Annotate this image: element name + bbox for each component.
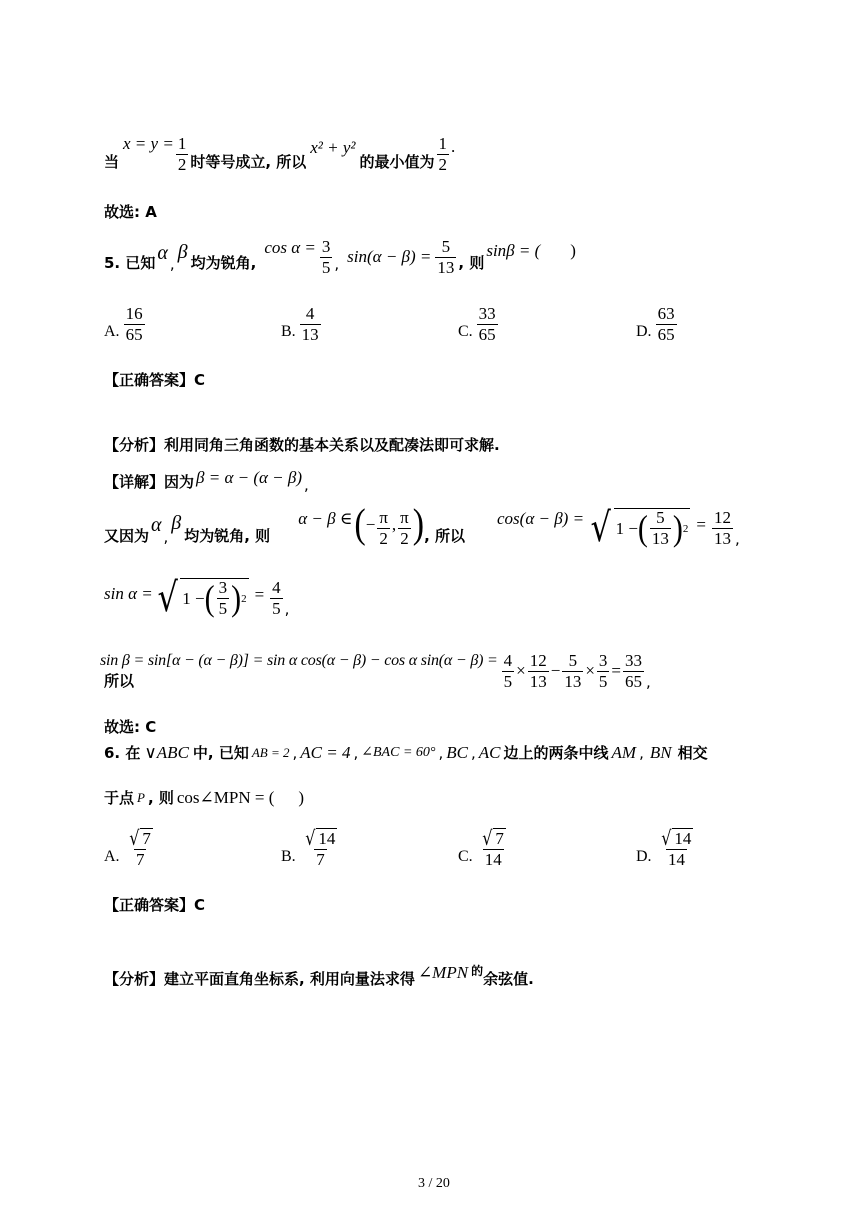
- text-condition: 时等号成立, 所以: [190, 153, 307, 171]
- q5-detail: 【详解】因为 β = α − (α − β) ,: [104, 468, 309, 494]
- q5-line-4: 所以 sin β = sin[α − (α − β)] = sin α cos(α − β) − cos α sin(α − β) = $\frac{4}{5}$ × $\frac{12}{13}$ − $\frac{5}{13}$ × $\frac{3}{5}$ = $\frac{33}{65}$ ,: [100, 651, 651, 691]
- math-x2y2: x² + y²: [310, 138, 356, 157]
- q6-option-b: B. √ 14 7: [281, 826, 336, 870]
- question-6: 6. 在 ∨ABC 中, 已知 AB = 2 , AC = 4 , ∠BAC = 60° , BC , AC 边上的两条中线 AM , BN 相交: [104, 742, 708, 762]
- select-line-2: 故选: C: [104, 718, 157, 736]
- q5-option-b: B. 4 13: [281, 304, 319, 344]
- q5-option-d: D. 63 65: [636, 304, 675, 344]
- text-min: 的最小值为: [359, 153, 435, 171]
- q6-answer: 【正确答案】C: [104, 896, 206, 914]
- q6-option-d: D. √ 14 14: [636, 826, 692, 870]
- question-6-cont: 于点 P , 则 cos∠MPN = ( ): [104, 787, 305, 807]
- q5-line-2: 又因为 α , β 均为锐角, 则 α − β ∈ ( − $\frac{\pi}{2}$ , π 2 ) , 所以 cos(α − β) = √ 1 − ( 5 13 ) 2 = $\frac{12}{13}$ ,: [104, 502, 740, 551]
- q5-option-c: C. 33 65: [458, 304, 496, 344]
- page-number: 3 / 20: [418, 1176, 450, 1191]
- q6-option-c: C. √ 7 14: [458, 826, 504, 870]
- q5-option-a: A. 16 65: [104, 304, 143, 344]
- q5-analysis: 【分析】利用同角三角函数的基本关系以及配凑法即可求解.: [104, 436, 500, 454]
- fraction-result: 1 2: [438, 133, 448, 174]
- q5-answer: 【正确答案】C: [104, 371, 206, 389]
- q6-option-a: A. √ 7 7: [104, 826, 151, 870]
- q5-line-3: sin α = √ 1 − ( 3 5 ) 2 = $\frac{4}{5}$ ,: [104, 575, 290, 621]
- question-5: 5. 已知 α , β 均为锐角, cos α = $\frac{3}{5}$ , sin(α − β) = $\frac{5}{13}$ , 则 sinβ = ( ): [104, 237, 576, 277]
- line-equality-condition: 当 x = y = $\frac{1}{2}$ 时等号成立, 所以 x² + y² 的最小值为 1 2 .: [104, 133, 456, 174]
- select-line-1: 故选: A: [104, 203, 157, 221]
- text-dang: 当: [104, 153, 120, 171]
- fraction-half: $\frac{1}{2}$: [177, 133, 187, 174]
- math-eq: x = y =: [123, 134, 174, 153]
- q6-analysis: 【分析】建立平面直角坐标系, 利用向量法求得 ∠MPN 的 余弦值.: [104, 962, 534, 988]
